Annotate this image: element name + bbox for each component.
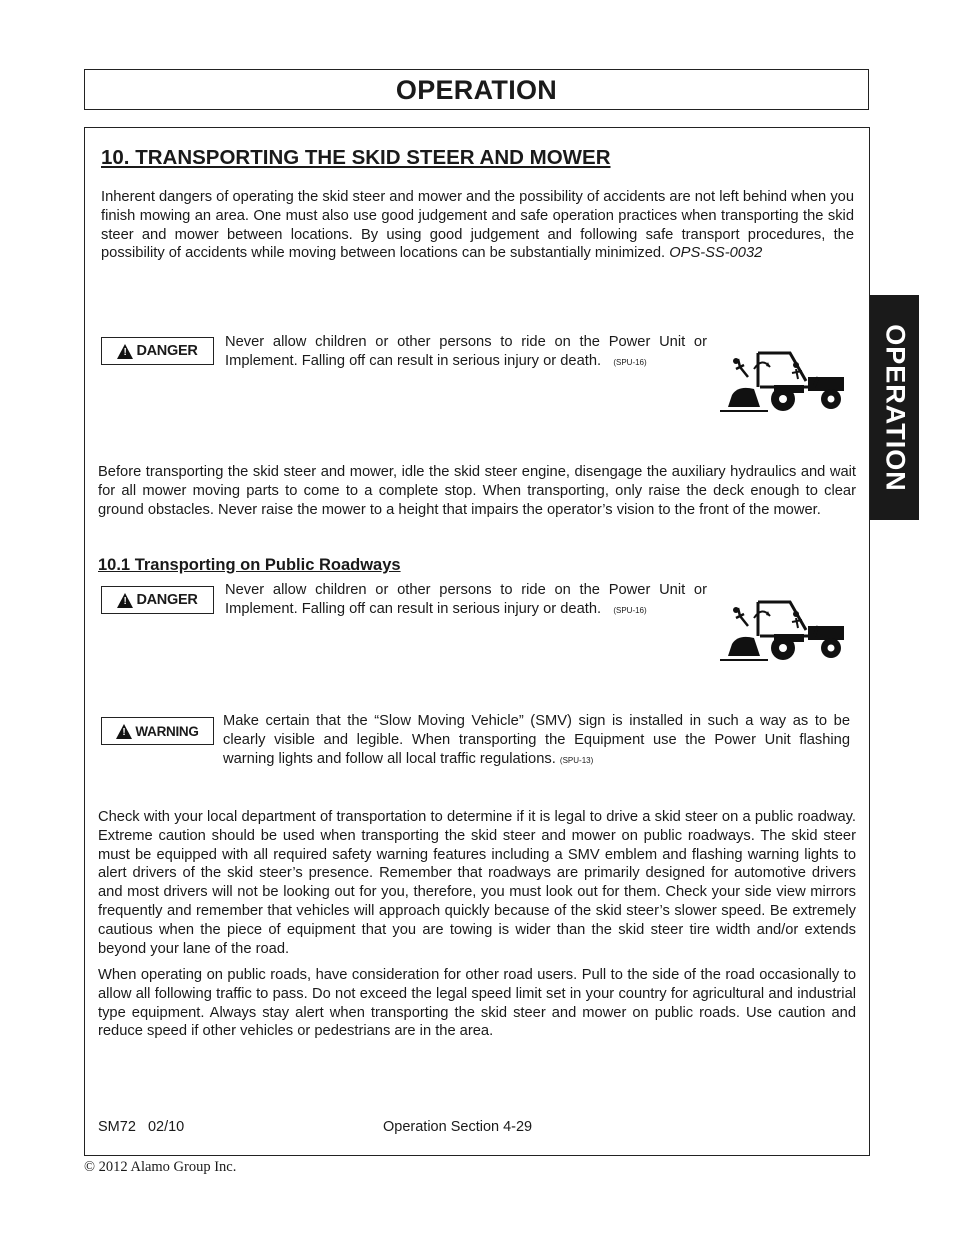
side-tab-label: OPERATION bbox=[880, 323, 910, 492]
alert-triangle-icon: ! bbox=[116, 724, 132, 739]
page-title: OPERATION bbox=[395, 75, 558, 105]
intro-text: Inherent dangers of operating the skid steer and mower and the possibility of accidents are not left behind when you finish mowing an area. One must also use good judgement and safe operation practices when transporting the skid steer and mower between locations. By using good judgement and following safe transport procedures, the possibility of accidents while moving between locations can be substantially minimized. bbox=[101, 189, 854, 262]
copyright: © 2012 Alamo Group Inc. bbox=[84, 1159, 237, 1175]
warning-code: (SPU-13) bbox=[559, 755, 594, 765]
transport-paragraph: Before transporting the skid steer and mower, idle the skid steer engine, disengage the auxiliary hydraulics and wait for all mower moving parts to come to a complete stop. When transporting, only raise the deck enough to clear ground obstacles. Never raise the mower to a height that impairs the operator’s vision to the front of the mower. bbox=[98, 464, 856, 518]
danger-message bbox=[225, 333, 707, 373]
rider-falling-icon bbox=[718, 347, 848, 415]
warning-sign bbox=[101, 717, 214, 745]
danger-text: Never allow children or other persons to ride on the Power Unit or Implement. Falling off can result in serious injury or death. bbox=[225, 582, 707, 617]
danger-message bbox=[225, 581, 707, 621]
footer-model-date: SM72 02/10 bbox=[98, 1119, 185, 1135]
footer-page-number: Operation Section 4-29 bbox=[383, 1119, 533, 1135]
danger-code: (SPU-16) bbox=[613, 605, 647, 615]
alert-triangle-icon: ! bbox=[117, 593, 133, 608]
rider-falling-icon bbox=[718, 596, 848, 664]
danger-sign bbox=[101, 337, 214, 365]
warning-sign-label: WARNING bbox=[135, 723, 199, 739]
section-title: 10. TRANSPORTING THE SKID STEER AND MOWER bbox=[101, 146, 611, 169]
intro-code: OPS-SS-0032 bbox=[669, 245, 763, 262]
danger-sign-label: DANGER bbox=[136, 592, 198, 608]
section-side-tab bbox=[870, 295, 919, 520]
page-header bbox=[84, 69, 869, 110]
alert-triangle-icon: ! bbox=[117, 344, 133, 359]
danger-sign bbox=[101, 586, 214, 614]
intro-paragraph bbox=[101, 188, 854, 263]
danger-sign-label: DANGER bbox=[136, 343, 198, 359]
public-roads-paragraph: When operating on public roads, have consideration for other road users. Pull to the side of the road occasionally to allow all following traffic to pass. Do not exceed the legal speed limit set in your country for agricultural and industrial type equipment. Always stay alert when transporting the skid steer and mower on public roads. Use caution and reduce speed if other vehicles or pedestrians are in the area. bbox=[98, 967, 856, 1040]
subsection-title: 10.1 Transporting on Public Roadways bbox=[98, 556, 401, 574]
danger-code: (SPU-16) bbox=[613, 357, 647, 367]
warning-text: Make certain that the “Slow Moving Vehicle” (SMV) sign is installed in such a way as to be clearly visible and legible. When transporting the Equipment use the Power Unit flashing warning lights and follow all local traffic regulations. bbox=[223, 713, 850, 767]
warning-message bbox=[223, 712, 850, 770]
danger-text: Never allow children or other persons to ride on the Power Unit or Implement. Falling off can result in serious injury or death. bbox=[225, 334, 707, 369]
public-roads-paragraph: Check with your local department of transportation to determine if it is legal to drive a skid steer on a public roadway. Extreme caution should be used when transporting the skid steer and mower on public roadways. The skid steer must be equipped with all required safety warning features including a SMV emblem and flashing warning lights to alert drivers of the skid steer’s presence. Remember that roadways are primarily designed for automotive drivers and most drivers will not be looking out for you, therefore, you must look out for them. Check your side view mirrors frequently and remember that vehicles will approach quickly because of the skid steer’s slower speed. Be extremely cautious when the piece of equipment that you are towing is wider than the skid steer tire width and/or extends beyond your lane of the road. bbox=[98, 809, 856, 957]
